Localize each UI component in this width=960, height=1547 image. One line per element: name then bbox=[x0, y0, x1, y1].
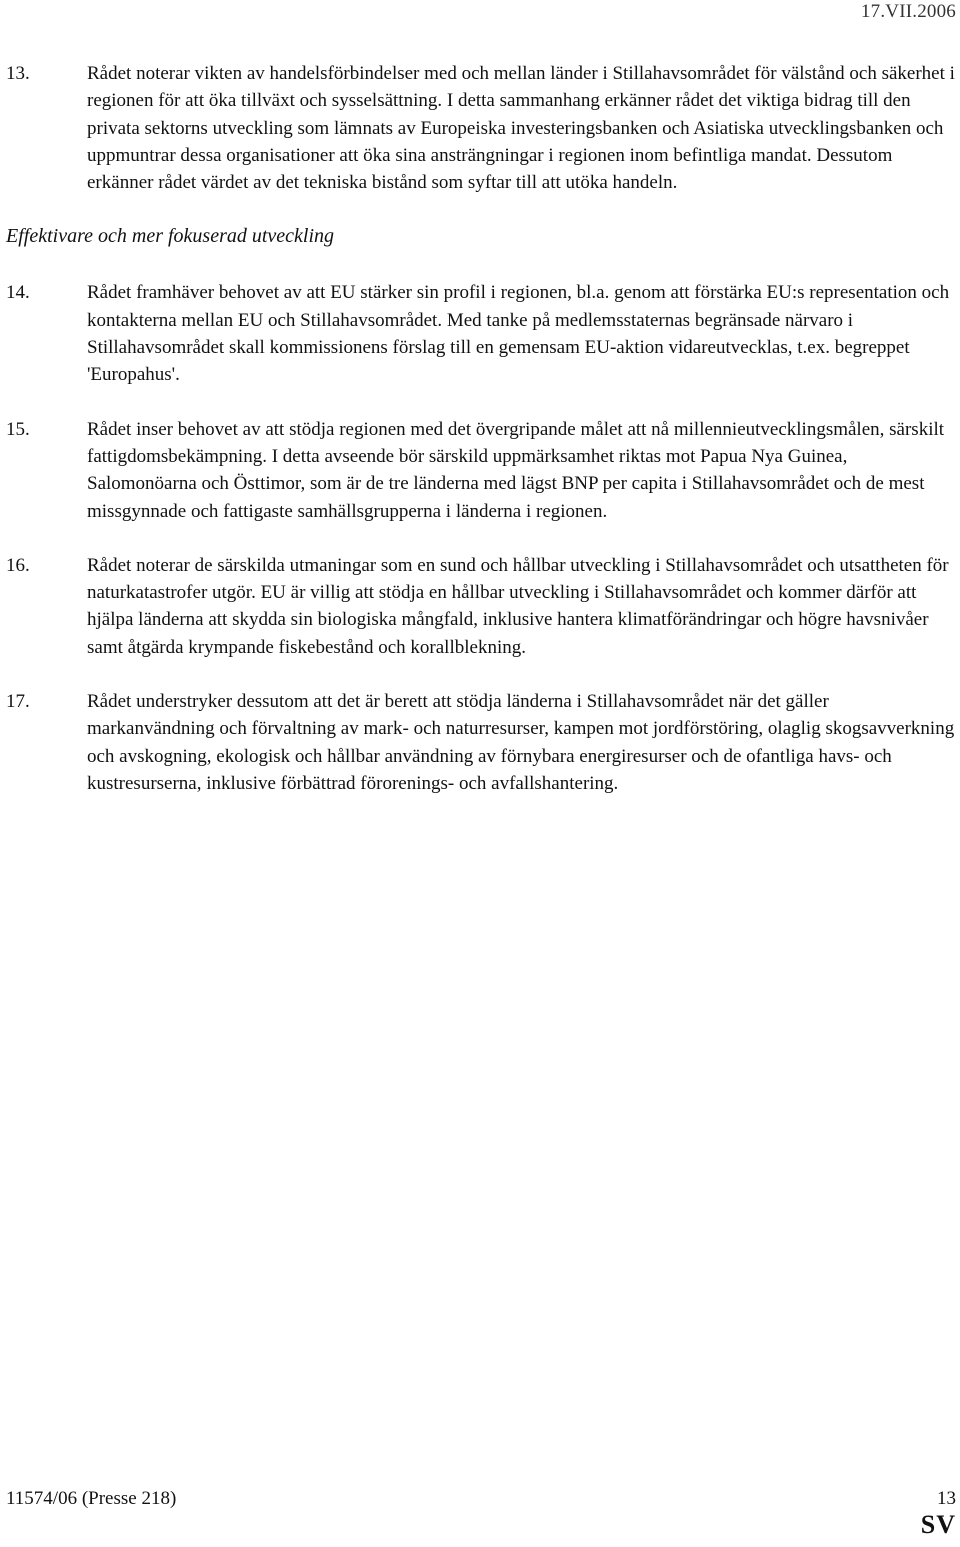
paragraph-text: Rådet framhäver behovet av att EU stärker sin profil i regionen, bl.a. genom att förstärka EU:s representation och kontakterna mellan EU och Stillahavsområdet. Med tanke på medlemsstaternas begränsade närvaro i Stillahavsområdet skall kommissionens förslag till en gemensam EU-aktion vidareutvecklas, t.ex. begreppet 'Europahus'. bbox=[87, 282, 950, 386]
paragraph-number: 16. bbox=[6, 554, 30, 576]
paragraph-text: Rådet understryker dessutom att det är berett att stödja länderna i Stillahavsområdet när det gäller markanvändning och förvaltning av mark- och naturresurser, kampen mot jordförstöring, olaglig skogsavverkning och avskogning, ekologisk och hållbar användning av förnybara energiresurser och de ofantliga havs- och kustresurserna, inklusive förbättrad förorenings- och avfallshantering. bbox=[87, 691, 955, 794]
paragraph-text: Rådet inser behovet av att stödja regionen med det övergripande målet att nå millennieutvecklingsmålen, särskilt fattigdomsbekämpning. I detta avseende bör särskild uppmärksamhet riktas mot Papua Nya Guinea, Salomonöarna och Östtimor, som är de tre länderna med lägst BNP per capita i Stillahavsområdet och de mest missgynnade och fattigaste samhällsgrupperna i länderna i regionen. bbox=[87, 418, 945, 522]
paragraph-number: 17. bbox=[6, 691, 30, 713]
page-number: 13 bbox=[937, 1488, 956, 1509]
paragraph-text: Rådet noterar de särskilda utmaningar som en sund och hållbar utveckling i Stillahavsområdet och utsattheten för naturkatastrofer utgör. EU är villig att stödja en hållbar utveckling i Stillahavsområdet och kommer därför att hjälpa länderna att skydda sin biologiska mångfald, inklusive hantera klimatförändringar och högre havsnivåer samt åtgärda krympande fiskebestånd och korallblekning. bbox=[87, 554, 949, 658]
paragraph-13 bbox=[6, 60, 960, 196]
language-code: SV bbox=[920, 1510, 956, 1539]
paragraph-number: 15. bbox=[6, 418, 30, 440]
paragraph-number: 14. bbox=[6, 282, 30, 304]
paragraph-16 bbox=[6, 552, 960, 661]
paragraph-15 bbox=[6, 416, 960, 525]
paragraph-number: 13. bbox=[6, 63, 30, 84]
paragraph-17 bbox=[6, 688, 960, 797]
section-heading: Effektivare och mer fokuserad utveckling bbox=[6, 225, 335, 248]
document-reference: 11574/06 (Presse 218) bbox=[6, 1488, 177, 1509]
paragraph-14 bbox=[6, 279, 960, 388]
document-date: 17.VII.2006 bbox=[860, 1, 956, 22]
paragraph-text: Rådet noterar vikten av handelsförbindelser med och mellan länder i Stillahavsområdet för välstånd och säkerhet i regionen för att öka tillväxt och sysselsättning. I detta sammanhang erkänner rådet det viktiga bidrag till den privata sektorns utveckling som lämnats av Europeiska investeringsbanken och Asiatiska utvecklingsbanken och uppmuntrar dessa organisationer att öka sina ansträngningar i regionen inom befintliga mandat. Dessutom erkänner rådet värdet av det tekniska bistånd som syftar till att utöka handeln. bbox=[87, 63, 955, 194]
document-body bbox=[6, 60, 960, 824]
